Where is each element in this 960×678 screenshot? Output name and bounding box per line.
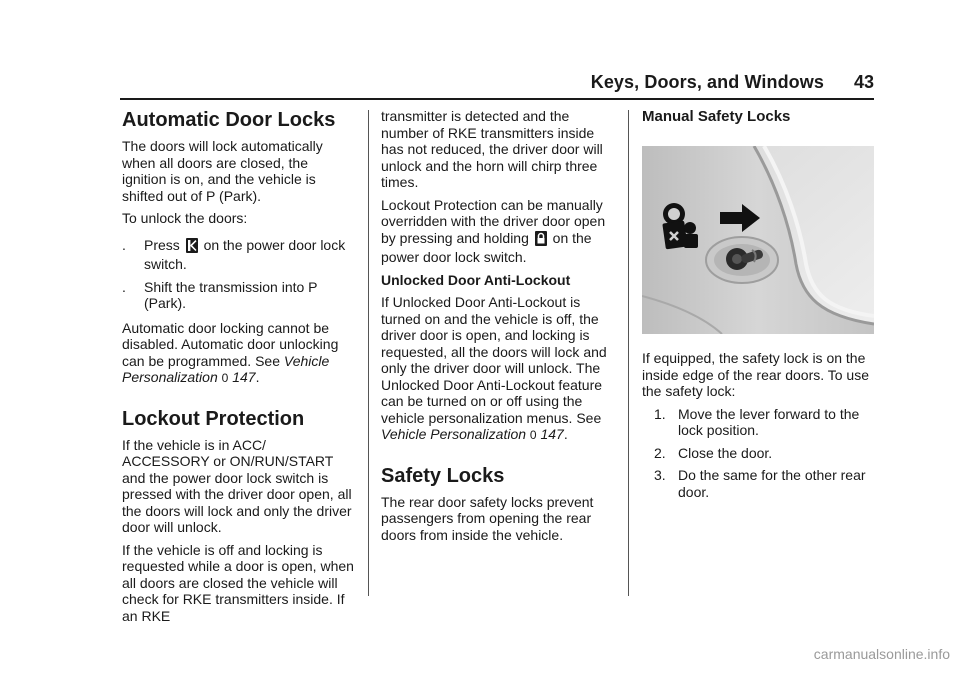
lock-padlock-icon bbox=[535, 231, 547, 250]
list-item-text: Shift the transmission into P (Park). bbox=[144, 278, 318, 311]
cross-reference-link[interactable]: Vehicle Personalization bbox=[381, 426, 527, 442]
page-reference[interactable]: 147 bbox=[540, 426, 564, 442]
page-ref-arrow-icon: 0 bbox=[529, 428, 537, 442]
running-header-title: Keys, Doors, and Windows bbox=[590, 72, 824, 92]
bullet-char: . bbox=[122, 236, 126, 253]
list-item bbox=[122, 237, 354, 273]
paragraph: The doors will lock automatically when all doors are closed, the ignition is on, and the vehicle is shifted out of P (Park). bbox=[122, 138, 323, 204]
paragraph: transmitter is detected and the number of RKE transmitters inside has not reduced, the driver door will unlock and the horn will chirp three times. bbox=[381, 108, 603, 190]
paragraph: Automatic door locking cannot be disabled. Automatic door unlocking can be programmed. See Vehicle Personalization 0 147. bbox=[122, 319, 339, 385]
column-2 bbox=[381, 108, 613, 549]
heading-manual-safety-locks: Manual Safety Locks bbox=[642, 108, 791, 125]
page-reference[interactable]: 147 bbox=[232, 369, 256, 385]
list-item: 3. Do the same for the other rear door. bbox=[654, 467, 866, 500]
paragraph: If the vehicle is off and locking is requested while a door is open, when all doors are closed the vehicle will check for RKE transmitters inside. If an RKE bbox=[122, 541, 354, 624]
heading-lockout-protection: Lockout Protection bbox=[122, 407, 305, 430]
list-item: 2. Close the door. bbox=[654, 444, 773, 461]
list-item bbox=[122, 279, 354, 312]
child-safety-lock-photo bbox=[642, 146, 874, 334]
paragraph: Lockout Protection can be manually overridden with the driver door open by pressing and holding on the power door lock switch. bbox=[381, 196, 606, 265]
paragraph: If the vehicle is in ACC/ ACCESSORY or ON/RUN/START and the power door lock switch is pressed with the driver door open, all the doors will lock and only the driver door will unlock. bbox=[122, 436, 352, 535]
list-item-text: Press bbox=[144, 236, 180, 253]
subheading-anti-lockout: Unlocked Door Anti-Lockout bbox=[381, 271, 571, 288]
bullet-char: . bbox=[122, 278, 126, 295]
paragraph: If Unlocked Door Anti-Lockout is turned on and the vehicle is off, the driver door is open, and locking is requested, all the doors will lock and only the driver door will unlock. The Unlocked Door Anti-Lockout feature can be turned on or off using the vehicle personalization menus. See Vehicle Personalization 0 147. bbox=[381, 294, 607, 442]
cross-reference-link[interactable]: Vehicle Personalization bbox=[122, 352, 330, 385]
list-item-text: on the power door lock switch. bbox=[144, 236, 346, 272]
numbered-list bbox=[642, 406, 874, 501]
paragraph: To unlock the doors: bbox=[122, 210, 248, 226]
paragraph: If equipped, the safety lock is on the inside edge of the rear doors. To use the safety lock: bbox=[642, 350, 870, 399]
page-number: 43 bbox=[853, 72, 874, 92]
page-ref-arrow-icon: 0 bbox=[221, 371, 229, 385]
list-item: 1. Move the lever forward to the lock position. bbox=[654, 405, 860, 438]
column-divider bbox=[368, 110, 369, 596]
column-divider bbox=[628, 110, 629, 596]
unlock-key-icon bbox=[186, 238, 198, 257]
column-1 bbox=[122, 108, 354, 630]
watermark: carmanualsonline.info bbox=[813, 646, 950, 662]
paragraph: The rear door safety locks prevent passengers from opening the rear doors from inside the vehicle. bbox=[381, 493, 594, 543]
header-divider bbox=[120, 98, 874, 100]
heading-safety-locks: Safety Locks bbox=[381, 464, 505, 487]
heading-automatic-door-locks: Automatic Door Locks bbox=[122, 109, 336, 131]
